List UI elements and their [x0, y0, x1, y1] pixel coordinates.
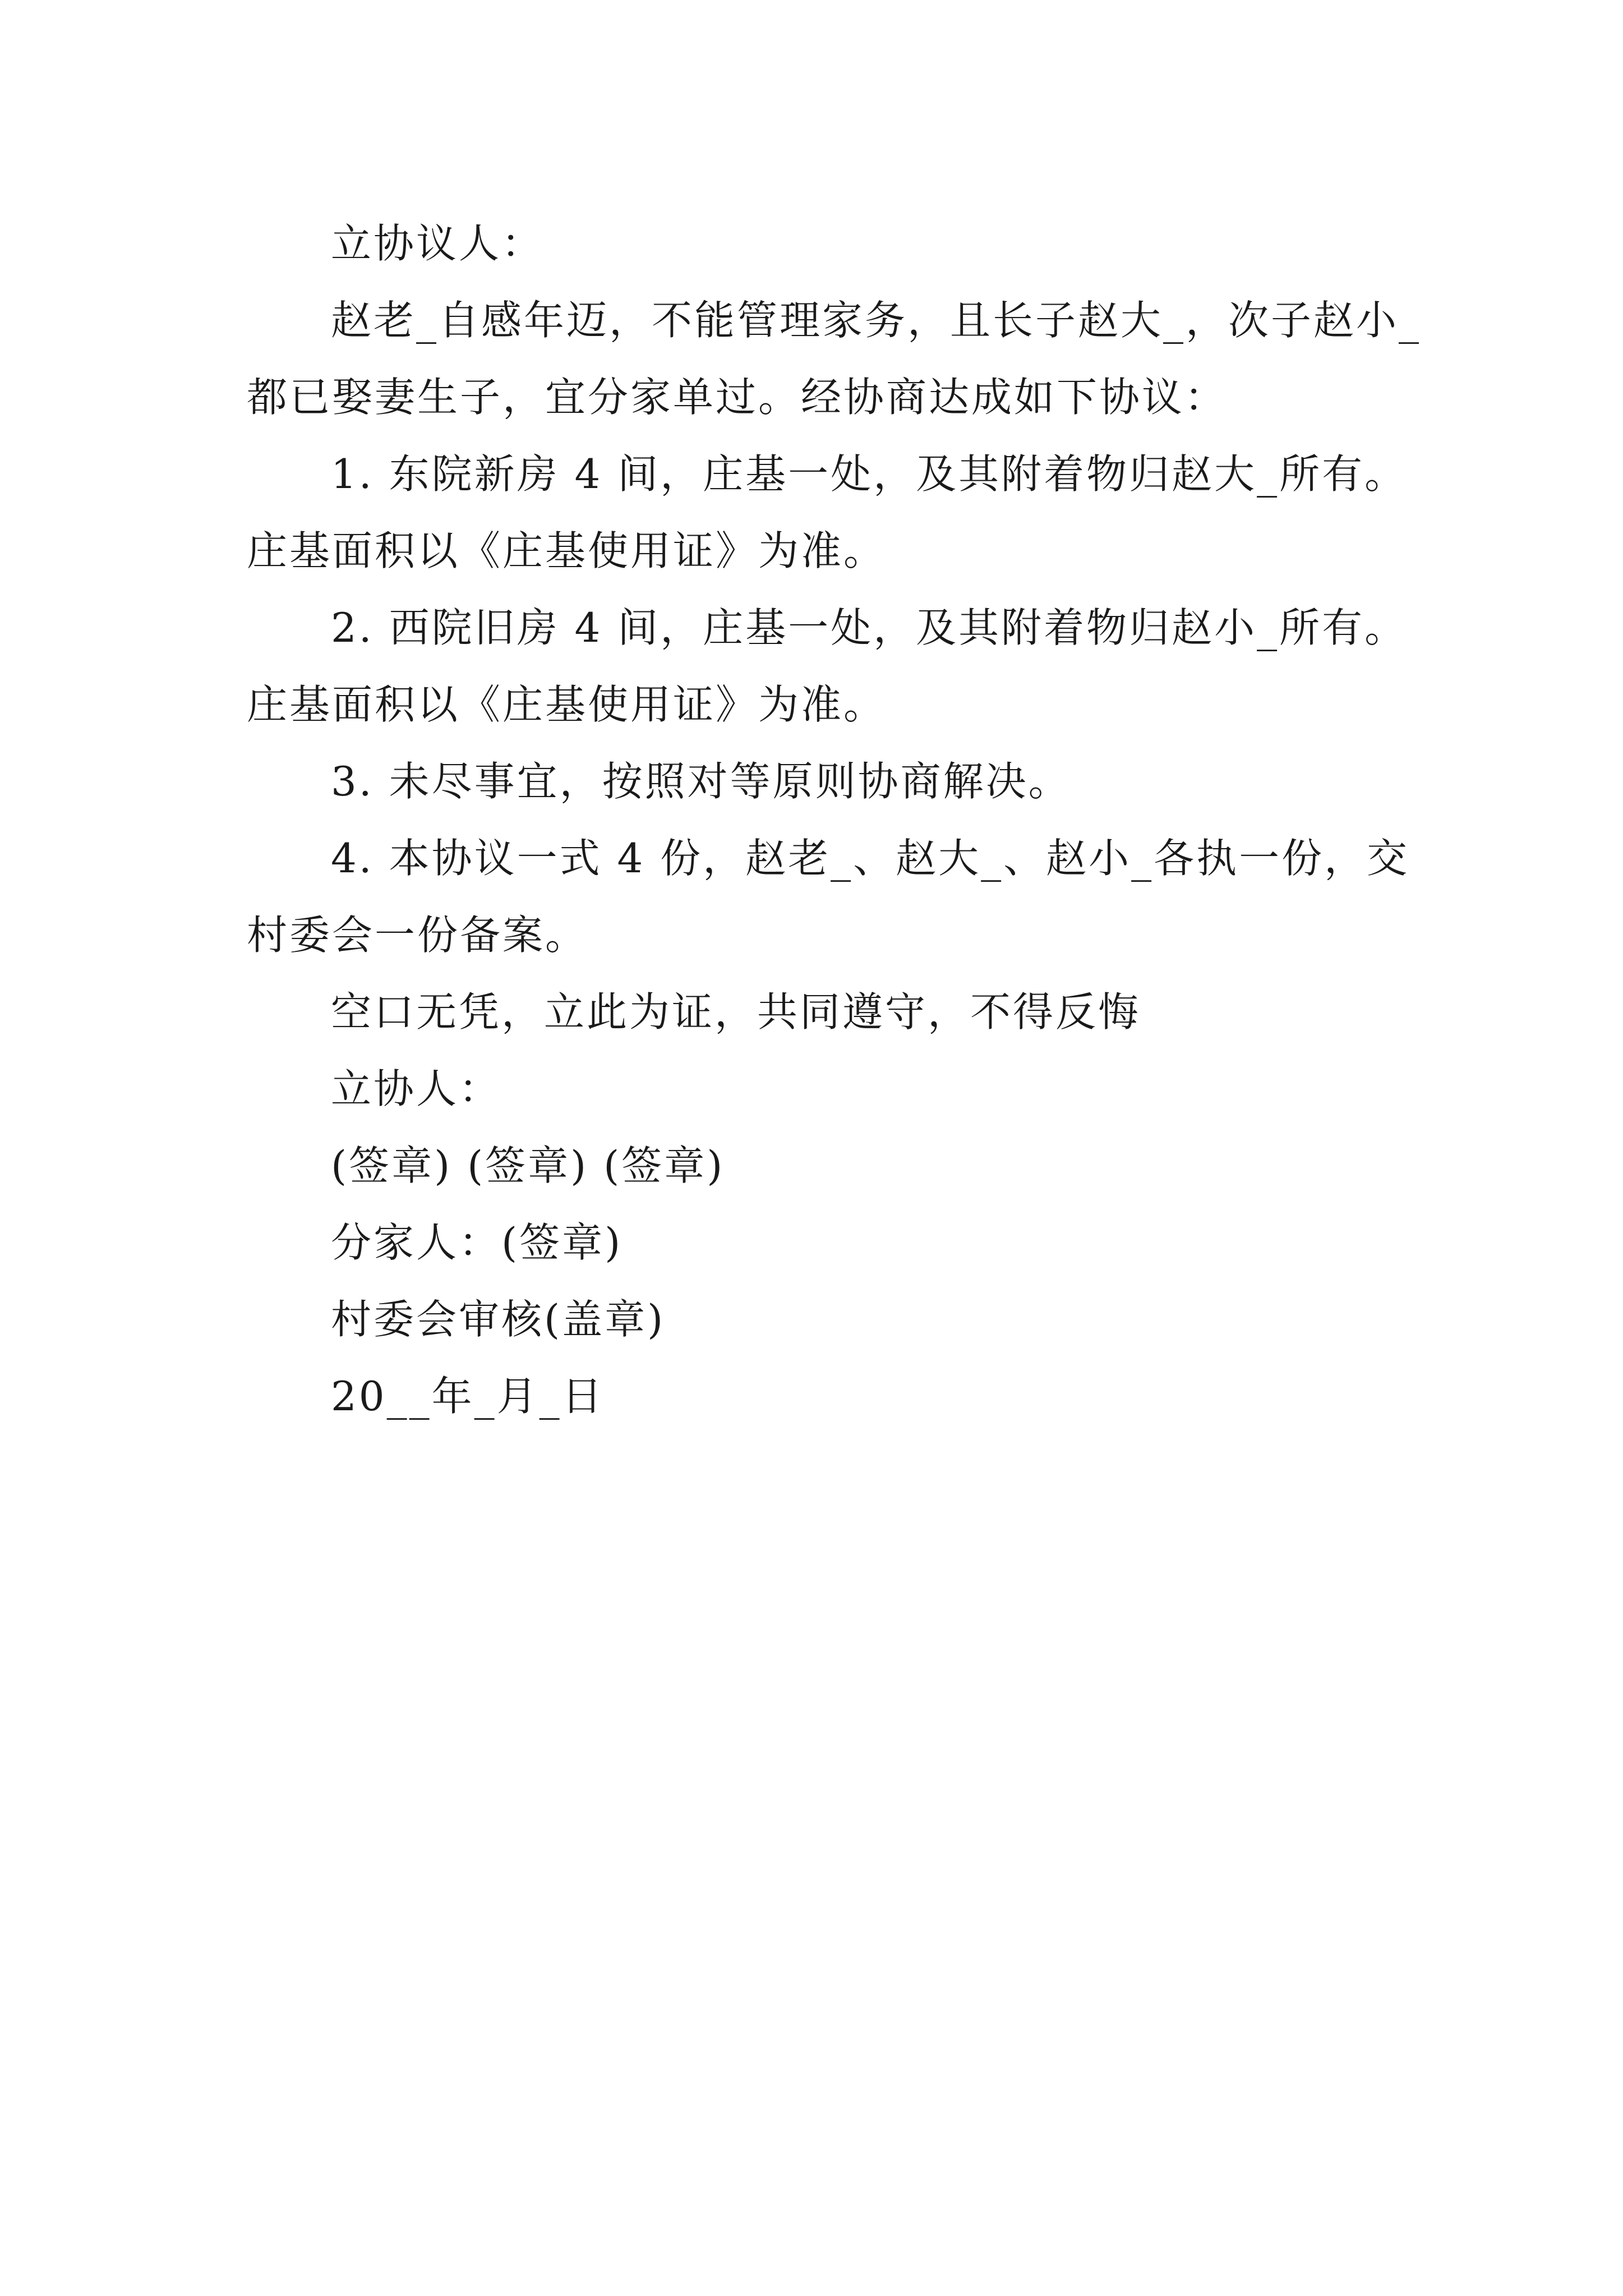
clause-4: 4. 本协议一式 4 份，赵老_、赵大_、赵小_各执一份，交村委会一份备案。 — [247, 835, 1410, 959]
clause-2: 2. 西院旧房 4 间，庄基一处，及其附着物归赵小_所有。庄基面积以《庄基使用证》为准。 — [247, 604, 1408, 728]
date-line: 20__年_月_日 — [331, 1373, 605, 1420]
divider-signature-line: 分家人：(签章) — [331, 1219, 623, 1266]
party-heading: 立协议人： — [331, 220, 545, 267]
committee-approval-line: 村委会审核(盖章) — [331, 1296, 666, 1343]
document-body — [247, 205, 1424, 1435]
clause-1: 1. 东院新房 4 间，庄基一处，及其附着物归赵大_所有。庄基面积以《庄基使用证》为准。 — [247, 450, 1408, 574]
preamble-paragraph: 赵老_自感年迈，不能管理家务，且长子赵大_，次子赵小_都已娶妻生子，宜分家单过。经协商达成如下协议： — [247, 297, 1422, 421]
clause-3: 3. 未尽事宜，按照对等原则协商解决。 — [331, 758, 1071, 805]
signatories-label: 立协人： — [331, 1065, 502, 1112]
signature-line: (签章) (签章) (签章) — [331, 1142, 725, 1189]
closing-statement: 空口无凭，立此为证，共同遵守，不得反悔 — [331, 988, 1141, 1036]
